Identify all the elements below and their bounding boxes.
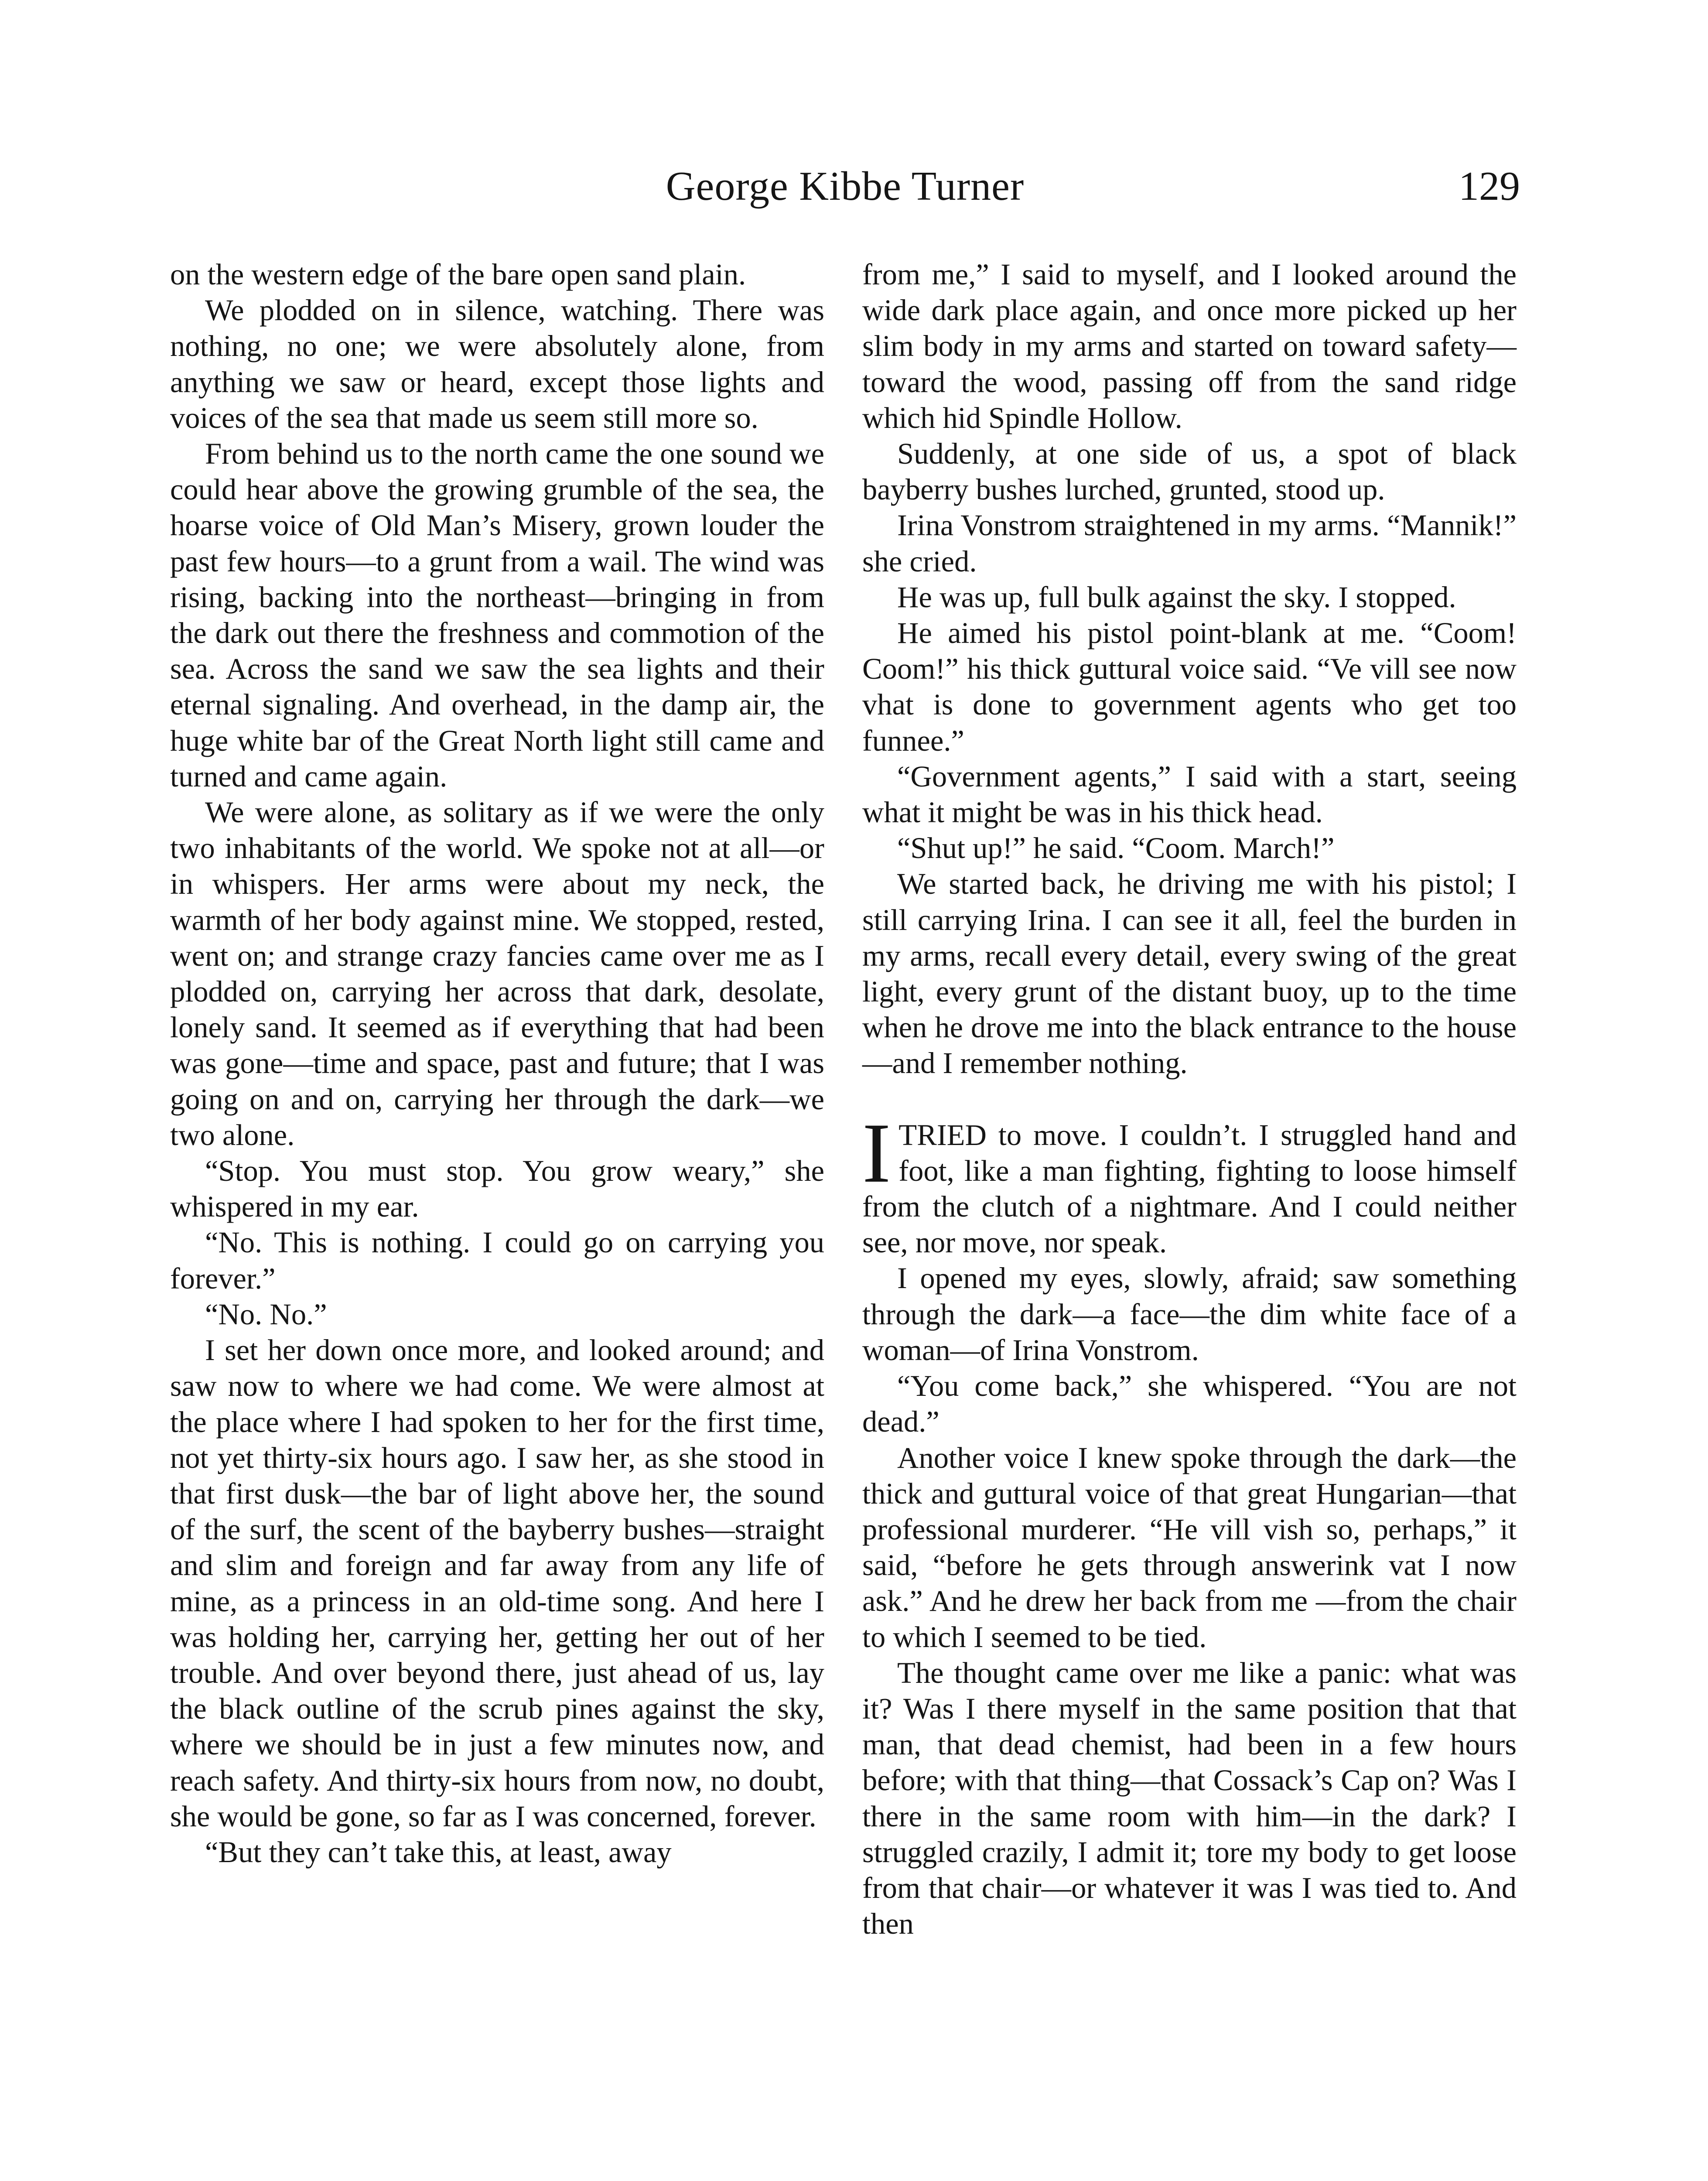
section-opening-paragraph (862, 1105, 1517, 1261)
section-break (862, 1081, 1517, 1117)
paragraph: The thought came over me like a panic: what was it? Was I there myself in the same position that that man, that dead chemist, had been in a few hours before; with that thing—that Cossack’s Cap on? Was I there in the same room with him—in the dark? I struggled crazily, I admit it; tore my body to get loose from that chair—or whatever it was I was tied to. And then (862, 1656, 1517, 1941)
running-title: George Kibbe Turner (666, 164, 1025, 209)
paragraph: We plodded on in silence, watching. There was nothing, no one; we were absolutely alone, from anything we saw or heard, except those lights and voices of the sea that made us seem still more so. (170, 294, 824, 434)
paragraph: I set her down once more, and looked around; and saw now to where we had come. We were almost at the place where I had spoken to her for the first time, not yet thirty-six hours ago. I saw her, as she stood in that first dusk—the bar of light above her, the sound of the surf, the scent of the bayberry bushes—straight and slim and foreign and far away from any life of mine, as a princess in an old-time song. And here I was holding her, carrying her, getting her out of her trouble. And over beyond there, just ahead of us, lay the black outline of the scrub pines against the sky, where we should be in just a few minutes now, and reach safety. And thirty-six hours from now, no doubt, she would be gone, so far as I was concerned, forever. (170, 1333, 824, 1833)
right-text-column (862, 256, 1517, 1942)
paragraph: I opened my eyes, slowly, afraid; saw something through the dark—a face—the dim white face of a woman—of Irina Vonstrom. (862, 1261, 1517, 1367)
paragraph: Irina Vonstrom straightened in my arms. “Mannik!” she cried. (862, 509, 1517, 578)
paragraph: from me,” I said to myself, and I looked around the wide dark place again, and once more picked up her slim body in my arms and started on toward safety—toward the wood, passing off from the sand ridge which hid Spindle Hollow. (862, 258, 1517, 434)
paragraph: “You come back,” she whispered. “You are not dead.” (862, 1369, 1517, 1439)
paragraph: “But they can’t take this, at least, away (205, 1835, 672, 1869)
running-head (170, 162, 1520, 215)
paragraph: We were alone, as solitary as if we were the only two inhabitants of the world. We spoke not at all—or in whispers. Her arms were about my neck, the warmth of her body against mine. We stopped, rested, went on; and strange crazy fancies came over me as I plodded on, carrying her across that dark, desolate, lonely sand. It seemed as if everything that had been was gone—time and space, past and future; that I was going on and on, carrying her through the dark—we two alone. (170, 796, 824, 1152)
paragraph: “Government agents,” I said with a start, seeing what it might be was in his thick head. (862, 759, 1517, 829)
paragraph: “No. No.” (205, 1297, 327, 1331)
section-opening-text: TRIED to move. I couldn’t. I struggled hand and foot, like a man fighting, fighting to loose himself from the clutch of a nightmare. And I could neither see, nor move, nor speak. (862, 1118, 1517, 1259)
paragraph: He was up, full bulk against the sky. I stopped. (897, 580, 1456, 614)
paragraph: “Stop. You must stop. You grow weary,” she whispered in my ear. (170, 1154, 824, 1224)
paragraph: “Shut up!” he said. “Coom. March!” (897, 831, 1335, 865)
paragraph: on the western edge of the bare open sand plain. (170, 258, 746, 291)
paragraph: Another voice I knew spoke through the dark—the thick and guttural voice of that great Hungarian—that professional murderer. “He vill vish so, perhaps,” it said, “before he gets through answerink vat I now ask.” And he drew her back from me —from the chair to which I seemed to be tied. (862, 1441, 1517, 1654)
paragraph: From behind us to the north came the one sound we could hear above the growing grumble of the sea, the hoarse voice of Old Man’s Misery, grown louder the past few hours—to a grunt from a wail. The wind was rising, backing into the northeast—bringing in from the dark out there the freshness and commotion of the sea. Across the sand we saw the sea lights and their eternal signaling. And overhead, in the damp air, the huge white bar of the Great North light still came and turned and came again. (170, 437, 824, 793)
drop-cap: I (862, 1105, 891, 1200)
paragraph: Suddenly, at one side of us, a spot of black bayberry bushes lurched, grunted, stood up. (862, 437, 1517, 506)
page-number: 129 (1459, 164, 1520, 209)
paragraph: He aimed his pistol point-blank at me. “Coom! Coom!” his thick guttural voice said. “Ve vill see now vhat is done to government agents who get too funnee.” (862, 616, 1517, 757)
paragraph: We started back, he driving me with his pistol; I still carrying Irina. I can see it all, feel the burden in my arms, recall every detail, every swing of the great light, every grunt of the distant buoy, up to the time when he drove me into the black entrance to the house—and I remember nothing. (862, 867, 1517, 1080)
paragraph: “No. This is nothing. I could go on carrying you forever.” (170, 1226, 824, 1295)
left-text-column (170, 256, 824, 1870)
